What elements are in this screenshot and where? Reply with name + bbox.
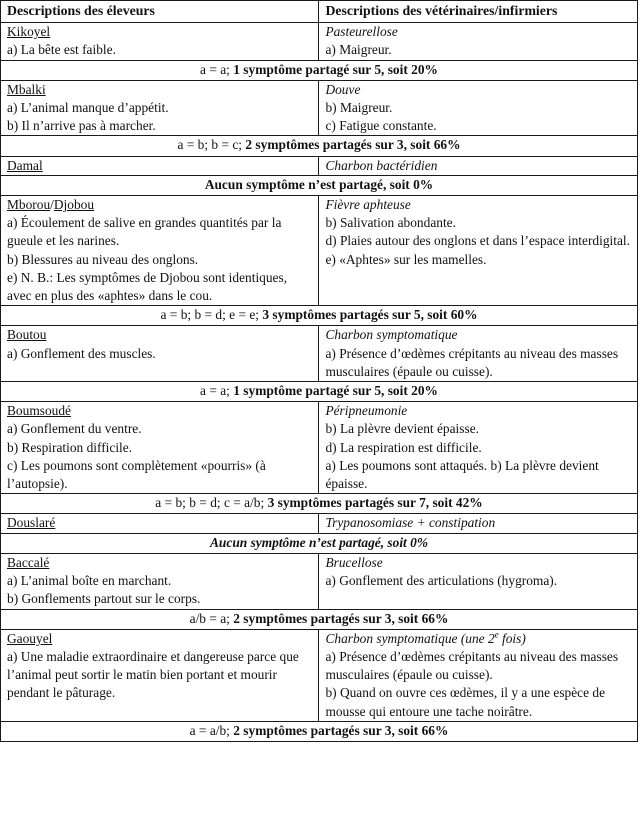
summary-mapping: a = b; b = d; e = e;: [160, 307, 263, 323]
summary-mapping: a = a;: [200, 61, 234, 77]
symptom-line: b) Blessures au niveau des onglons.: [7, 251, 199, 267]
local-disease-name: Damal: [7, 157, 43, 173]
symptom-line: a) Gonflement des muscles.: [7, 345, 156, 361]
table-row: [1, 402, 638, 494]
symptom-line: a) L’animal manque d’appétit.: [7, 100, 169, 116]
symptom-line: b) Respiration difficile.: [7, 439, 133, 455]
summary-result: 2 symptômes partagés sur 3, soit 66%: [233, 722, 449, 738]
symptom-line: b) La plèvre devient épaisse.: [325, 421, 479, 437]
vet-cell: [319, 80, 638, 136]
symptom-line: a) La bête est faible.: [7, 42, 116, 58]
local-disease-name: Kikoyel: [7, 24, 51, 40]
summary-mapping: a = b; b = c;: [177, 137, 246, 153]
symptom-line: a) Gonflement des articulations (hygroma).: [325, 573, 558, 589]
local-disease-name: Douslaré: [7, 515, 56, 531]
summary-cell: [1, 533, 638, 553]
table-row: [1, 196, 638, 306]
table-row: [1, 514, 638, 533]
summary-cell: [1, 382, 638, 402]
breeder-cell: [1, 156, 319, 175]
vet-disease-name: Douve: [325, 81, 361, 97]
symptom-line: e) N. B.: Les symptômes de Djobou sont identiques, avec en plus des «aphtes» dans le cou.: [7, 269, 288, 304]
vet-cell: [319, 326, 638, 382]
summary-cell: [1, 306, 638, 326]
summary-cell: [1, 136, 638, 156]
vet-cell: [319, 402, 638, 494]
breeder-cell: [1, 402, 319, 494]
vet-disease-name: Péripneumonie: [325, 403, 408, 419]
title-separator: /: [50, 197, 54, 213]
symptom-line: a) Gonflement du ventre.: [7, 421, 142, 437]
breeder-cell: [1, 326, 319, 382]
breeder-cell: [1, 514, 319, 533]
summary-row: [1, 136, 638, 156]
table-row: [1, 553, 638, 609]
summary-result: 1 symptôme partagé sur 5, soit 20%: [233, 61, 438, 77]
local-disease-name: [7, 196, 312, 214]
summary-row: [1, 306, 638, 326]
summary-row: [1, 609, 638, 629]
breeder-cell: [1, 196, 319, 306]
symptom-line: e) «Aphtes» sur les mamelles.: [325, 251, 487, 267]
header-breeders: Descriptions des éleveurs: [1, 1, 319, 23]
vet-cell: [319, 156, 638, 175]
summary-row: [1, 60, 638, 80]
vet-cell: [319, 514, 638, 533]
vet-disease-name: Charbon bactéridien: [325, 157, 438, 173]
symptom-line: c) Les poumons sont complètement «pourris» (à l’autopsie).: [7, 457, 266, 492]
symptom-line: a) Écoulement de salive en grandes quantités par la gueule et les narines.: [7, 215, 282, 249]
summary-result: Aucun symptôme n’est partagé, soit 0%: [204, 176, 434, 192]
summary-mapping: a = b; b = d; c = a/b;: [155, 495, 268, 511]
summary-cell: [1, 175, 638, 195]
symptom-line: a) L’animal boîte en marchant.: [7, 573, 172, 589]
vet-disease-name: Trypanosomiase + constipation: [325, 515, 496, 531]
breeder-cell: [1, 553, 319, 609]
symptom-line: b) Quand on ouvre ces œdèmes, il y a une espèce de mousse qui entoure une tache noirâtre.: [325, 685, 606, 719]
symptom-line: a) Maigreur.: [325, 42, 392, 58]
table-row: [1, 629, 638, 721]
symptom-line: a) Présence d’œdèmes crépitants au niveau des masses musculaires (épaule ou cuisse).: [325, 345, 619, 379]
summary-row: [1, 533, 638, 553]
summary-result: 2 symptômes partagés sur 3, soit 66%: [245, 137, 461, 153]
table-row: [1, 326, 638, 382]
local-disease-name: Baccalé: [7, 554, 50, 570]
summary-mapping: a = a;: [200, 383, 234, 399]
vet-cell: [319, 196, 638, 306]
symptom-line: b) Maigreur.: [325, 100, 393, 116]
summary-row: [1, 382, 638, 402]
summary-cell: [1, 494, 638, 514]
summary-result: 2 symptômes partagés sur 3, soit 66%: [233, 610, 449, 626]
symptom-line: c) Fatigue constante.: [325, 118, 437, 134]
vet-disease-name: Pasteurellose: [325, 24, 398, 40]
local-disease-name-a: Mborou: [7, 197, 51, 213]
local-disease-name: Boumsoudé: [7, 403, 71, 419]
symptom-line: b) Gonflements partout sur le corps.: [7, 591, 201, 607]
summary-cell: [1, 60, 638, 80]
breeder-cell: [1, 80, 319, 136]
header-vets: Descriptions des vétérinaires/infirmiers: [319, 1, 638, 23]
symptom-line: a) Les poumons sont attaqués. b) La plèvre devient épaisse.: [325, 457, 599, 492]
summary-row: [1, 494, 638, 514]
breeder-cell: [1, 23, 319, 60]
breeder-cell: [1, 629, 319, 721]
symptom-line: d) La respiration est difficile.: [325, 439, 482, 455]
vet-disease-name: Fièvre aphteuse: [325, 197, 411, 213]
summary-result: 3 symptômes partagés sur 5, soit 60%: [262, 307, 478, 323]
symptom-line: a) Une maladie extraordinaire et dangereuse parce que l’animal peut sortir le matin bien portant et mourir pendant le pâturage.: [7, 648, 299, 701]
summary-mapping: a = a/b;: [189, 722, 234, 738]
superscript: e: [494, 629, 499, 640]
local-disease-name: Gaouyel: [7, 630, 53, 646]
table-row: [1, 23, 638, 60]
vet-disease-name: Charbon symptomatique: [325, 327, 458, 343]
vet-disease-name-text: Charbon symptomatique (une 2: [325, 630, 495, 646]
table-row: [1, 80, 638, 136]
symptom-line: b) Salivation abondante.: [325, 215, 456, 231]
local-disease-name: Mbalki: [7, 81, 46, 97]
vet-cell: [319, 553, 638, 609]
local-disease-name-b: Djobou: [53, 197, 95, 213]
summary-result: 1 symptôme partagé sur 5, soit 20%: [233, 383, 438, 399]
vet-cell: [319, 23, 638, 60]
summary-cell: [1, 609, 638, 629]
table-row: [1, 156, 638, 175]
symptom-line: a) Présence d’œdèmes crépitants au niveau des masses musculaires (épaule ou cuisse).: [325, 648, 619, 683]
summary-cell: [1, 721, 638, 741]
summary-mapping: a/b = a;: [189, 610, 234, 626]
summary-result: 3 symptômes partagés sur 7, soit 42%: [267, 495, 483, 511]
symptom-line: b) Il n’arrive pas à marcher.: [7, 118, 156, 134]
summary-row: [1, 175, 638, 195]
header-row: [1, 1, 638, 23]
vet-cell: [319, 629, 638, 721]
local-disease-name: Boutou: [7, 327, 47, 343]
vet-disease-name-end: fois): [498, 630, 526, 646]
summary-row: [1, 721, 638, 741]
summary-result: Aucun symptôme n’est partagé, soit 0%: [210, 534, 428, 550]
vet-disease-name: Brucellose: [325, 554, 383, 570]
symptom-line: d) Plaies autour des onglons et dans l’espace interdigital.: [325, 233, 630, 249]
vet-disease-name: [325, 630, 631, 648]
